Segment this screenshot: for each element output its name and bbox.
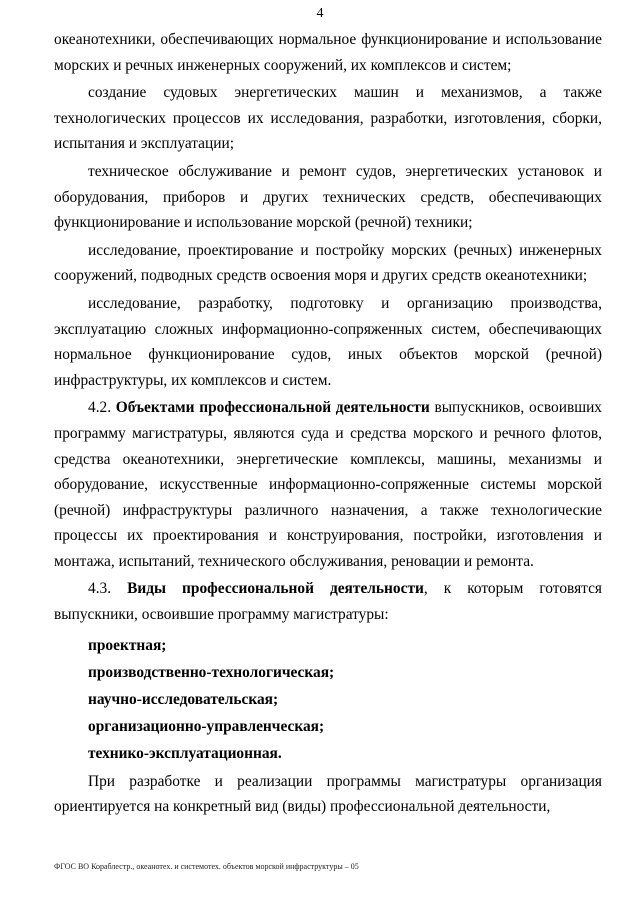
paragraph-ship-machines: создание судовых энергетических машин и механизмов, а также технологических процессов их исследования, разработки, изготовления, сборки, испытания и эксплуатации; <box>54 84 602 153</box>
section-4-2-text: выпускников, освоивших программу магистратуры, являются суда и средства морского и речного флотов, средства океанотехники, энергетические комплексы, машины, механизмы и оборудование, искусственные информационно-сопряженные системы морской (речной) инфраструктуры различного назначения, а также технологические процессы их проектирования и конструирования, постройки, изготовления и монтажа, испытаний, технического обслуживания, реновации и ремонта. <box>54 399 602 570</box>
list-item: научно-исследовательская; <box>88 690 279 708</box>
section-4-2-number: 4.2. <box>88 399 112 417</box>
section-4-2-heading: Объектами профессиональной деятельности <box>115 399 430 417</box>
activity-types-list <box>54 632 602 767</box>
paragraph-final: При разработке и реализации программы магистратуры организация ориентируется на конкретный вид (виды) профессиональной деятельности, <box>54 772 602 816</box>
paragraph-research-design: исследование, проектирование и постройку морских (речных) инженерных сооружений, подводных средств освоения моря и других средств океанотехники; <box>54 241 602 285</box>
paragraph-continuation: океанотехники, обеспечивающих нормальное функционирование и использование морских и речных инженерных сооружений, их комплексов и систем; <box>54 31 602 74</box>
section-4-2 <box>54 395 602 574</box>
section-4-3-number: 4.3. <box>88 580 112 598</box>
section-4-3-heading: Виды профессиональной деятельности <box>127 580 424 598</box>
list-item: производственно-технологическая; <box>88 663 335 681</box>
paragraph-maintenance: техническое обслуживание и ремонт судов, энергетических установок и оборудования, приборов и других технических средств, обеспечивающих функционирование и использование морской (речной) техники; <box>54 162 602 232</box>
list-item: проектная; <box>88 636 167 654</box>
paragraph-production: исследование, разработку, подготовку и организацию производства, эксплуатацию сложных информационно-сопряженных систем, обеспечивающих нормальное функционирование судов, иных объектов морской (речной) инфраструктуры, их комплексов и систем. <box>54 294 602 389</box>
section-4-3-text: , к которым готовятся выпускники, освоившие программу магистратуры: <box>54 580 602 624</box>
document-body <box>54 27 602 820</box>
page-footer: ФГОС ВО Кораблестр., океанотех. и системотех. объектов морской инфраструктуры – 05 <box>54 862 359 871</box>
list-item: организационно-управленческая; <box>88 717 325 735</box>
section-4-3 <box>54 576 602 627</box>
page-number: 4 <box>316 6 324 21</box>
list-item: технико-эксплуатационная. <box>88 744 282 762</box>
